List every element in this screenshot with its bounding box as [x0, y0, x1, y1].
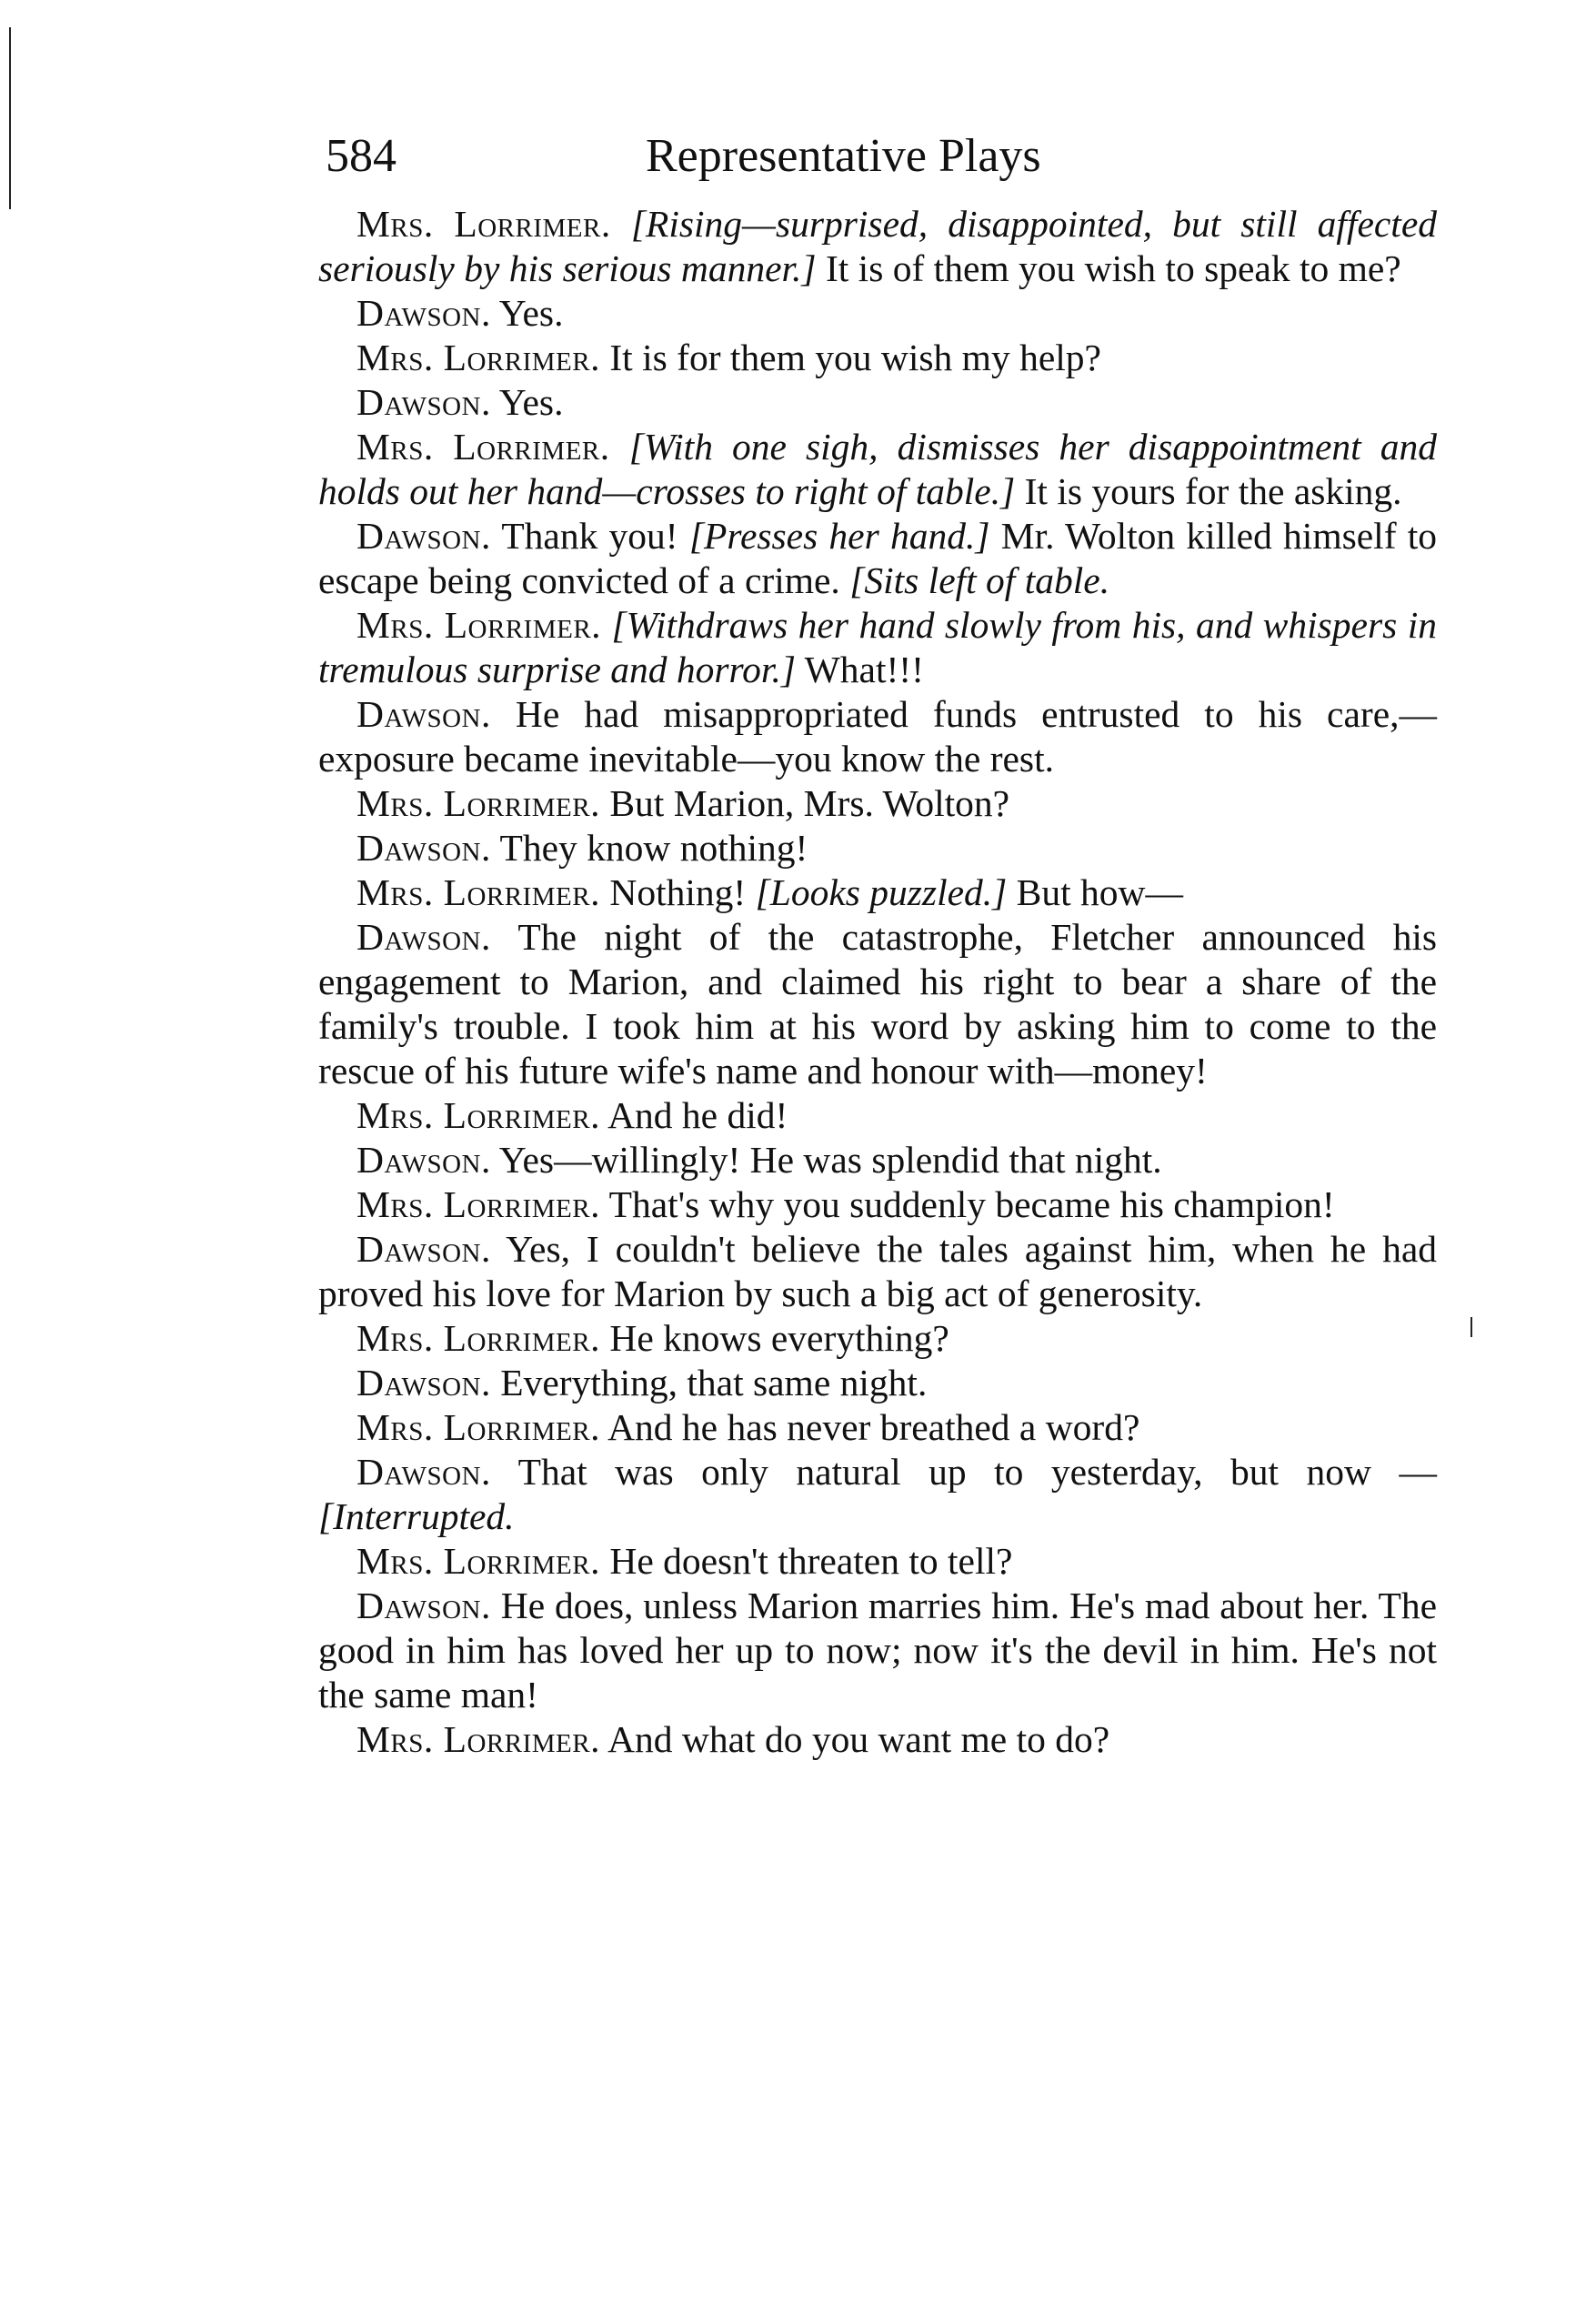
dialogue — [318, 202, 1437, 1762]
dialogue-text: Everything, that same night. — [490, 1362, 928, 1403]
speaker-name: Dawson. — [356, 292, 491, 334]
speaker-name: Mrs. Lorrimer. — [356, 782, 600, 824]
dialogue-text: He does, unless Marion marries him. He's mad about her. The good in him has loved her up to now; now it's the devil in him. He's not the same man! — [318, 1585, 1437, 1715]
speaker-name: Dawson. — [356, 1139, 491, 1181]
speaker-name: Dawson. — [356, 1362, 491, 1403]
speaker-name: Mrs. Lorrimer. — [356, 1406, 600, 1448]
speech — [318, 1584, 1437, 1717]
page-header — [318, 127, 1437, 186]
speaker-name: Mrs. Lorrimer. — [356, 1317, 600, 1359]
speaker-name: Dawson. — [356, 1585, 491, 1626]
book-page — [318, 127, 1437, 1762]
stage-direction: [Sits left of table. — [849, 559, 1110, 601]
stage-direction: [With one sigh, dismisses her disappointment and holds out her hand—crosses to right of table.] — [318, 426, 1438, 512]
speech — [318, 1361, 1437, 1405]
stage-direction: [Interrupted. — [318, 1495, 515, 1537]
dialogue-text: He had misappropriated funds entrusted to his care,—exposure became inevitable—you know the rest. — [318, 693, 1437, 780]
dialogue-text: What!!! — [795, 649, 924, 690]
speech — [318, 603, 1437, 692]
dialogue-text: They know nothing! — [490, 827, 808, 869]
speech — [318, 870, 1437, 915]
speech — [318, 514, 1437, 603]
speech — [318, 826, 1437, 870]
stage-direction: [Withdraws her hand slowly from his, and whispers in tremulous surprise and horror.] — [318, 604, 1437, 690]
speech — [318, 380, 1437, 425]
speech — [318, 1539, 1437, 1584]
dialogue-text: Nothing! — [599, 871, 756, 913]
dialogue-text: But how— — [1007, 871, 1183, 913]
dialogue-text: The night of the catastrophe, Fletcher announced his engagement to Marion, and claimed his right to bear a share of the family's trouble. I took him at his word by asking him to come to the rescue of his future wife's name and honour with—money! — [318, 916, 1437, 1092]
dialogue-text: It is for them you wish my help? — [599, 337, 1101, 378]
dialogue-text: It is yours for the asking. — [1015, 470, 1402, 512]
speech — [318, 202, 1437, 291]
speaker-name: Mrs. Lorrimer. — [356, 604, 602, 646]
speaker-name: Dawson. — [356, 916, 491, 958]
margin-binding-mark — [9, 27, 11, 209]
speech — [318, 781, 1437, 826]
speaker-name: Mrs. Lorrimer. — [356, 1183, 600, 1225]
speaker-name: Mrs. Lorrimer. — [356, 426, 610, 468]
dialogue-text: But Marion, Mrs. Wolton? — [599, 782, 1010, 824]
speaker-name: Mrs. Lorrimer. — [356, 1540, 600, 1582]
margin-stray-mark — [1471, 1317, 1472, 1337]
speaker-name: Dawson. — [356, 381, 491, 423]
speech — [318, 1405, 1437, 1450]
page-number: 584 — [326, 130, 396, 182]
dialogue-text: And what do you want me to do? — [599, 1718, 1110, 1760]
speech — [318, 1316, 1437, 1361]
running-title: Representative Plays — [646, 130, 1041, 182]
speaker-name: Dawson. — [356, 1451, 491, 1493]
speaker-name: Mrs. Lorrimer. — [356, 1718, 600, 1760]
speech — [318, 1717, 1437, 1762]
speech — [318, 425, 1437, 514]
stage-direction: [Looks puzzled.] — [755, 871, 1008, 913]
speech — [318, 1138, 1437, 1182]
speaker-name: Mrs. Lorrimer. — [356, 1094, 600, 1136]
dialogue-text: Yes, I couldn't believe the tales against him, when he had proved his love for Marion by such a big act of generosity. — [318, 1228, 1437, 1314]
dialogue-text: That's why you suddenly became his champion! — [599, 1183, 1335, 1225]
speaker-name: Dawson. — [356, 693, 491, 735]
stage-direction: [Rising—surprised, disappointed, but still affected seriously by his serious manner.] — [318, 203, 1437, 289]
dialogue-text: Yes. — [490, 381, 564, 423]
speech — [318, 692, 1437, 781]
dialogue-text: Yes. — [490, 292, 564, 334]
stage-direction: [Presses her hand.] — [688, 515, 990, 557]
speech — [318, 915, 1437, 1093]
dialogue-text: It is of them you wish to speak to me? — [816, 247, 1401, 289]
dialogue-text: Mr. Wolton killed himself to escape being convicted of a crime. — [318, 515, 1438, 601]
speech — [318, 1093, 1437, 1138]
dialogue-text: He knows everything? — [599, 1317, 949, 1359]
speech — [318, 1450, 1437, 1539]
speaker-name: Mrs. Lorrimer. — [356, 203, 611, 245]
dialogue-text: He doesn't threaten to tell? — [599, 1540, 1013, 1582]
dialogue-text: And he did! — [599, 1094, 788, 1136]
speaker-name: Dawson. — [356, 1228, 491, 1270]
speech — [318, 291, 1437, 336]
dialogue-text: Yes—willingly! He was splendid that night. — [490, 1139, 1162, 1181]
speaker-name: Dawson. — [356, 827, 491, 869]
speaker-name: Mrs. Lorrimer. — [356, 337, 600, 378]
dialogue-text: That was only natural up to yesterday, but now — — [490, 1451, 1437, 1493]
speaker-name: Mrs. Lorrimer. — [356, 871, 600, 913]
speech — [318, 1182, 1437, 1227]
speaker-name: Dawson. — [356, 515, 491, 557]
dialogue-text: Thank you! — [490, 515, 689, 557]
speech — [318, 336, 1437, 380]
speech — [318, 1227, 1437, 1316]
dialogue-text: And he has never breathed a word? — [599, 1406, 1140, 1448]
